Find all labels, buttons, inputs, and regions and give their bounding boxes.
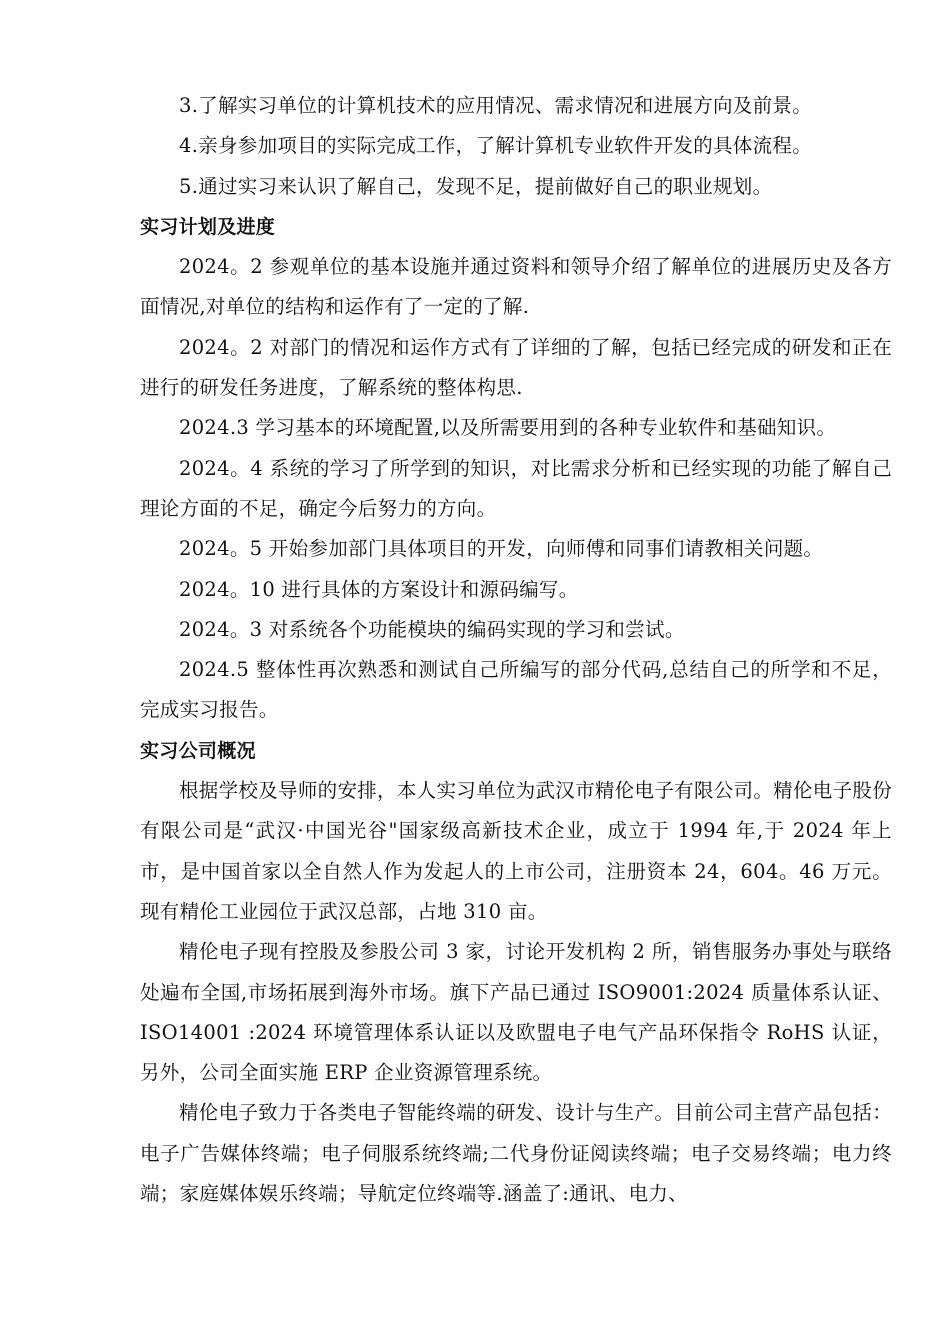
plan-heading: 实习计划及进度 (140, 215, 276, 238)
goal-item-3: 3.了解实习单位的计算机技术的应用情况、需求情况和进展方向及前景。 (179, 94, 813, 117)
company-paragraph: 根据学校及导师的安排，本人实习单位为武汉市精伦电子有限公司。精伦电子股份有限公司是“武汉·中国光谷"国家级高新技术企业，成立于 1994 年,于 2024 年上市，是中国首家以全自然人作为发起人的上市公司，注册资本 24，604。46 万元。现有精伦工业园位于武汉总部，占地 310 亩。 (140, 779, 892, 923)
document-page (140, 86, 892, 1214)
plan-item: 2024。4 系统的学习了所学到的知识，对比需求分析和已经实现的功能了解自己理论方面的不足，确定今后努力的方向。 (140, 456, 892, 520)
company-paragraph: 精伦电子致力于各类电子智能终端的研发、设计与生产。目前公司主营产品包括：电子广告媒体终端；电子伺服系统终端;二代身份证阅读终端；电子交易终端；电力终端；家庭媒体娱乐终端；导航定位终端等.涵盖了:通讯、电力、 (140, 1101, 892, 1206)
company-heading: 实习公司概况 (140, 739, 256, 762)
plan-item: 2024。2 参观单位的基本设施并通过资料和领导介绍了解单位的进展历史及各方面情况,对单位的结构和运作有了一定的了解. (140, 255, 892, 319)
plan-item: 2024。10 进行具体的方案设计和源码编写。 (179, 577, 579, 601)
plan-item: 2024.3 学习基本的环境配置,以及所需要用到的各种专业软件和基础知识。 (179, 416, 837, 440)
plan-item: 2024。2 对部门的情况和运作方式有了详细的了解，包括已经完成的研发和正在进行的研发任务进度，了解系统的整体构思. (140, 335, 892, 400)
goal-item-5: 5.通过实习来认识了解自己，发现不足，提前做好自己的职业规划。 (179, 174, 773, 198)
company-paragraph: 精伦电子现有控股及参股公司 3 家，讨论开发机构 2 所，销售服务办事处与联络处遍布全国,市场拓展到海外市场。旗下产品已通过 ISO9001:2024 质量体系认证、 ISO14001 :2024 环境管理体系认证以及欧盟电子电气产品环保指令 RoHS 认证，另外，公司全面实施 ERP 企业资源管理系统。 (140, 940, 893, 1085)
plan-item: 2024.5 整体性再次熟悉和测试自己所编写的部分代码,总结自己的所学和不足，完成实习报告。 (140, 658, 892, 722)
goal-item-4: 4.亲身参加项目的实际完成工作，了解计算机专业软件开发的具体流程。 (179, 134, 813, 158)
plan-item: 2024。5 开始参加部门具体项目的开发，向师傅和同事们请教相关问题。 (179, 537, 824, 561)
plan-item: 2024。3 对系统各个功能模块的编码实现的学习和尝试。 (179, 617, 685, 641)
